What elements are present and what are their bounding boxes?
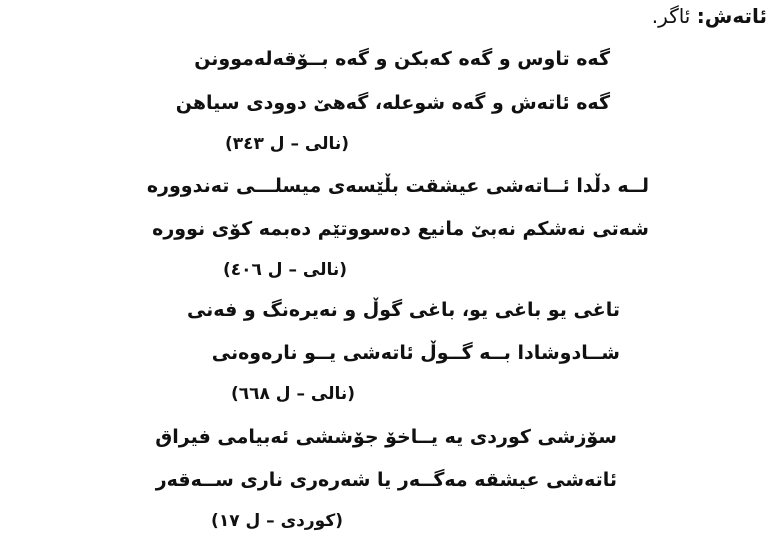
verse-line: لــە دڵدا ئــاتەشی عیشقت بڵێسەی میسلـــی تەندووره	[146, 175, 649, 197]
citation: (نالی – ل ٤٠٦)	[222, 260, 347, 280]
citation: (نالی – ل ٦٦٨)	[230, 384, 355, 404]
verse-line: سۆزشی کوردی یە یــاخۆ جۆششی ئەبیامی فیراق	[155, 426, 617, 448]
verse-line: شەتی نەشکم نەبێ مانیع دەسووتێم دەبمە کۆی نووره	[152, 218, 649, 240]
verse-line: شــادوشادا بــە گــوڵ ئاتەشی یــو نارەوەنی	[211, 342, 620, 364]
citation: (نالی – ل ٣٤٣)	[224, 134, 349, 154]
verse-line: تاغی یو باغی یو، باغی گوڵ و نەیرەنگ و فەنی	[186, 299, 620, 321]
verse-line: ئاتەشی عیشقە مەگــەر یا شەرەری ناری ســەقەر	[155, 469, 617, 491]
entry-definition: ئاگر.	[651, 4, 697, 28]
verse-line: گەه ئاتەش و گەه شوعلە، گەهێ دوودی سیاهن	[175, 92, 610, 114]
entry-term: ئاتەش:	[696, 4, 767, 28]
citation: (کوردی – ل ١٧)	[211, 511, 343, 531]
entry-heading	[652, 4, 767, 28]
verse-line: گەه تاوس و گەه کەبکن و گەه بــۆقەلەموونن	[194, 48, 610, 70]
